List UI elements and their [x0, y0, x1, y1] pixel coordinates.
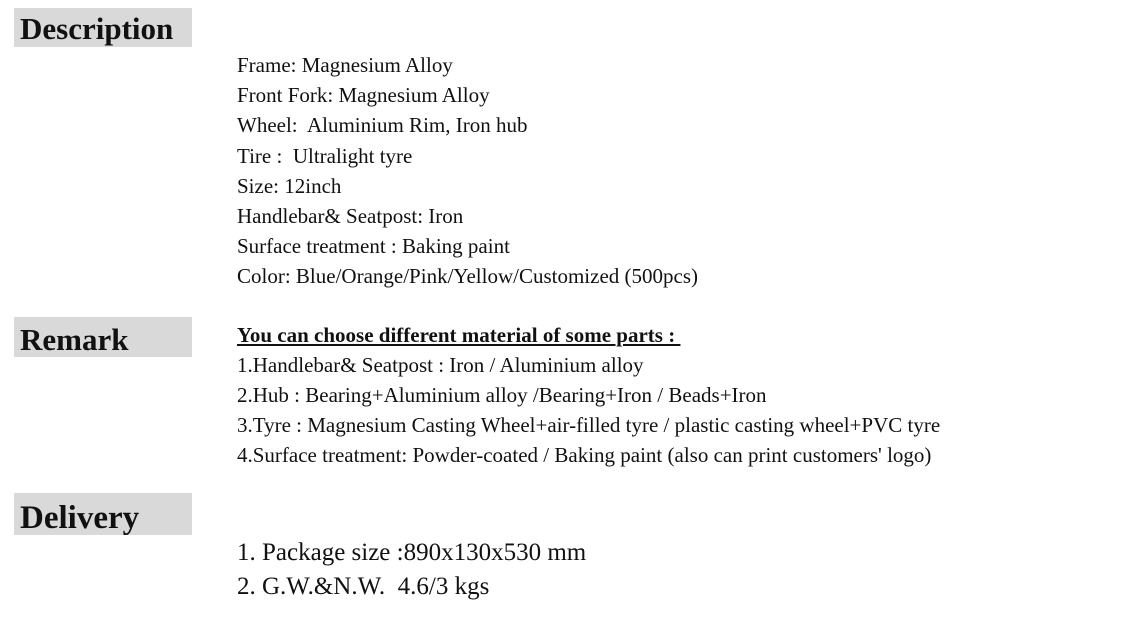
delivery-list [237, 536, 586, 604]
delivery-section-label: Delivery [14, 493, 192, 535]
remark-line-surface: 4.Surface treatment: Powder-coated / Baking paint (also can print customers' logo) [237, 443, 932, 467]
remark-list [237, 350, 940, 470]
delivery-line-weight: 2. G.W.&N.W. 4.6/3 kgs [237, 573, 490, 600]
remark-line-handlebar: 1.Handlebar& Seatpost : Iron / Aluminium alloy [237, 353, 644, 377]
description-line-color: Color: Blue/Orange/Pink/Yellow/Customized (500pcs) [237, 264, 699, 289]
delivery-line-package-size: 1. Package size :890x130x530 mm [237, 539, 587, 566]
description-section-label: Description [14, 8, 192, 47]
remark-line-hub: 2.Hub : Bearing+Aluminium alloy /Bearing+Iron / Beads+Iron [237, 383, 767, 407]
description-line-handlebar: Handlebar& Seatpost: Iron [237, 204, 464, 229]
description-line-tire: Tire : Ultralight tyre [237, 143, 413, 168]
description-line-wheel: Wheel: Aluminium Rim, Iron hub [237, 113, 528, 138]
remark-section-label: Remark [14, 317, 192, 357]
remark-line-tyre: 3.Tyre : Magnesium Casting Wheel+air-filled tyre / plastic casting wheel+PVC tyre [237, 413, 941, 437]
description-line-front-fork: Front Fork: Magnesium Alloy [237, 83, 490, 108]
description-line-frame: Frame: Magnesium Alloy [237, 53, 453, 77]
remark-heading: You can choose different material of some parts : [237, 323, 681, 347]
description-list [237, 50, 698, 292]
description-line-size: Size: 12inch [237, 173, 342, 198]
description-line-surface: Surface treatment : Baking paint [237, 234, 510, 259]
